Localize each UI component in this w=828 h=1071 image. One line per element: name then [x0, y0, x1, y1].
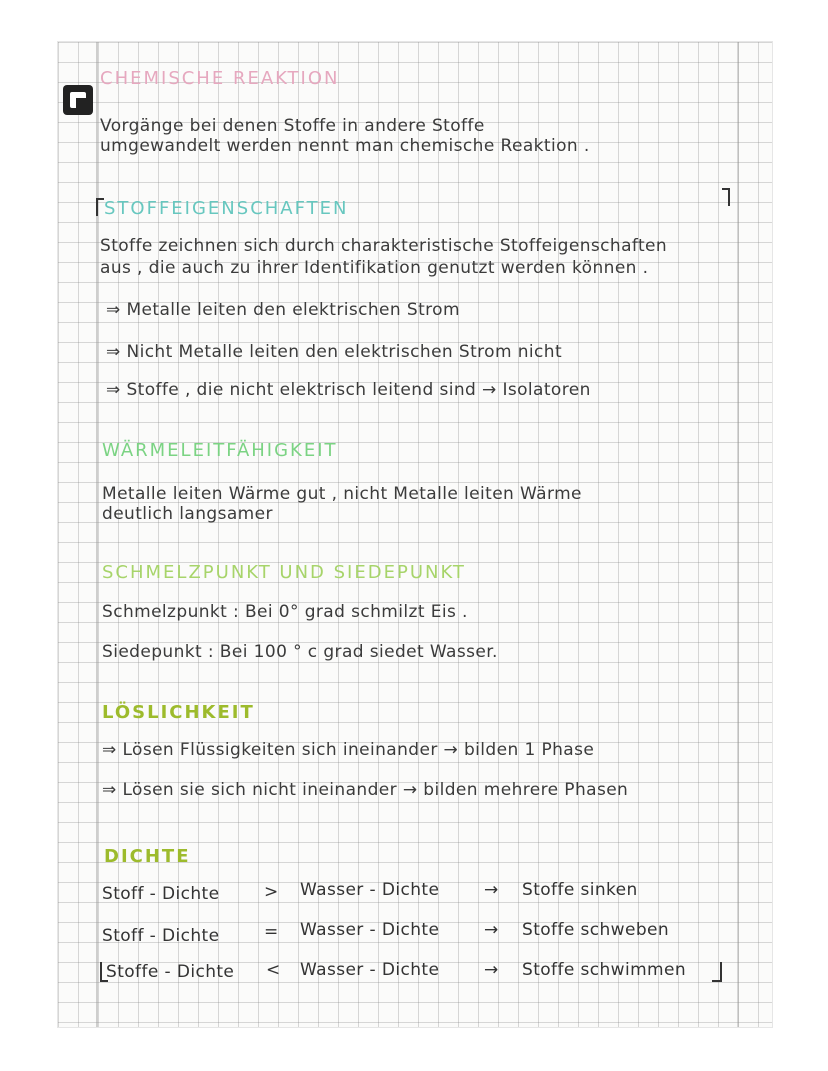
- reaktion-line-2: umgewandelt werden nennt man chemische Reaktion .: [100, 136, 590, 156]
- dichte-row-operator: =: [264, 922, 279, 942]
- heading-stoffeigenschaften: STOFFEIGENSCHAFTEN: [104, 198, 349, 219]
- bracket-top-right: [722, 188, 730, 206]
- right-margin-line: [737, 42, 739, 1027]
- dichte-row-right: Wasser - Dichte: [300, 880, 440, 900]
- dichte-row-arrow: →: [484, 880, 499, 900]
- heading-loeslichkeit: LÖSLICHKEIT: [102, 702, 255, 723]
- eigenschaften-line-2: aus , die auch zu ihrer Identifikation genutzt werden können .: [100, 258, 649, 278]
- dichte-row-result: Stoffe schwimmen: [522, 960, 687, 980]
- heading-schmelzpunkt-siedepunkt: SCHMELZPUNKT UND SIEDEPUNKT: [102, 562, 466, 583]
- margin-line: [96, 42, 98, 1027]
- corner-logo-icon: [63, 85, 93, 115]
- bracket-bottom-right: [712, 962, 722, 982]
- dichte-row-left: Stoffe - Dichte: [106, 962, 235, 982]
- dichte-row-arrow: →: [484, 920, 499, 940]
- eigenschaften-bullet-3: ⇒ Stoffe , die nicht elektrisch leitend sind → Isolatoren: [106, 380, 591, 400]
- heading-chemische-reaktion: CHEMISCHE REAKTION: [100, 68, 340, 89]
- dichte-row-result: Stoffe schweben: [522, 920, 670, 940]
- schmelzpunkt-line: Schmelzpunkt : Bei 0° grad schmilzt Eis .: [102, 602, 468, 622]
- heading-dichte: DICHTE: [104, 846, 191, 867]
- heading-waermeleitfaehigkeit: WÄRMELEITFÄHIGKEIT: [102, 440, 338, 461]
- waerme-line-2: deutlich langsamer: [102, 504, 273, 524]
- dichte-row-left: Stoff - Dichte: [102, 926, 220, 946]
- dichte-row-right: Wasser - Dichte: [300, 960, 440, 980]
- dichte-row-operator: >: [264, 882, 279, 902]
- dichte-row-arrow: →: [484, 960, 499, 980]
- siedepunkt-line: Siedepunkt : Bei 100 ° c grad siedet Wasser.: [102, 642, 498, 662]
- dichte-row-left: Stoff - Dichte: [102, 884, 220, 904]
- loeslich-line-1: ⇒ Lösen Flüssigkeiten sich ineinander → bilden 1 Phase: [102, 740, 595, 760]
- waerme-line-1: Metalle leiten Wärme gut , nicht Metalle leiten Wärme: [102, 484, 582, 504]
- dichte-row-result: Stoffe sinken: [522, 880, 638, 900]
- eigenschaften-bullet-1: ⇒ Metalle leiten den elektrischen Strom: [106, 300, 460, 320]
- dichte-row-right: Wasser - Dichte: [300, 920, 440, 940]
- reaktion-line-1: Vorgänge bei denen Stoffe in andere Stoffe: [100, 116, 485, 136]
- eigenschaften-bullet-2: ⇒ Nicht Metalle leiten den elektrischen Strom nicht: [106, 342, 563, 362]
- eigenschaften-line-1: Stoffe zeichnen sich durch charakteristische Stoffeigenschaften: [100, 236, 668, 256]
- loeslich-line-2: ⇒ Lösen sie sich nicht ineinander → bilden mehrere Phasen: [102, 780, 629, 800]
- bracket-top-left: [96, 198, 104, 216]
- dichte-row-operator: <: [266, 960, 281, 980]
